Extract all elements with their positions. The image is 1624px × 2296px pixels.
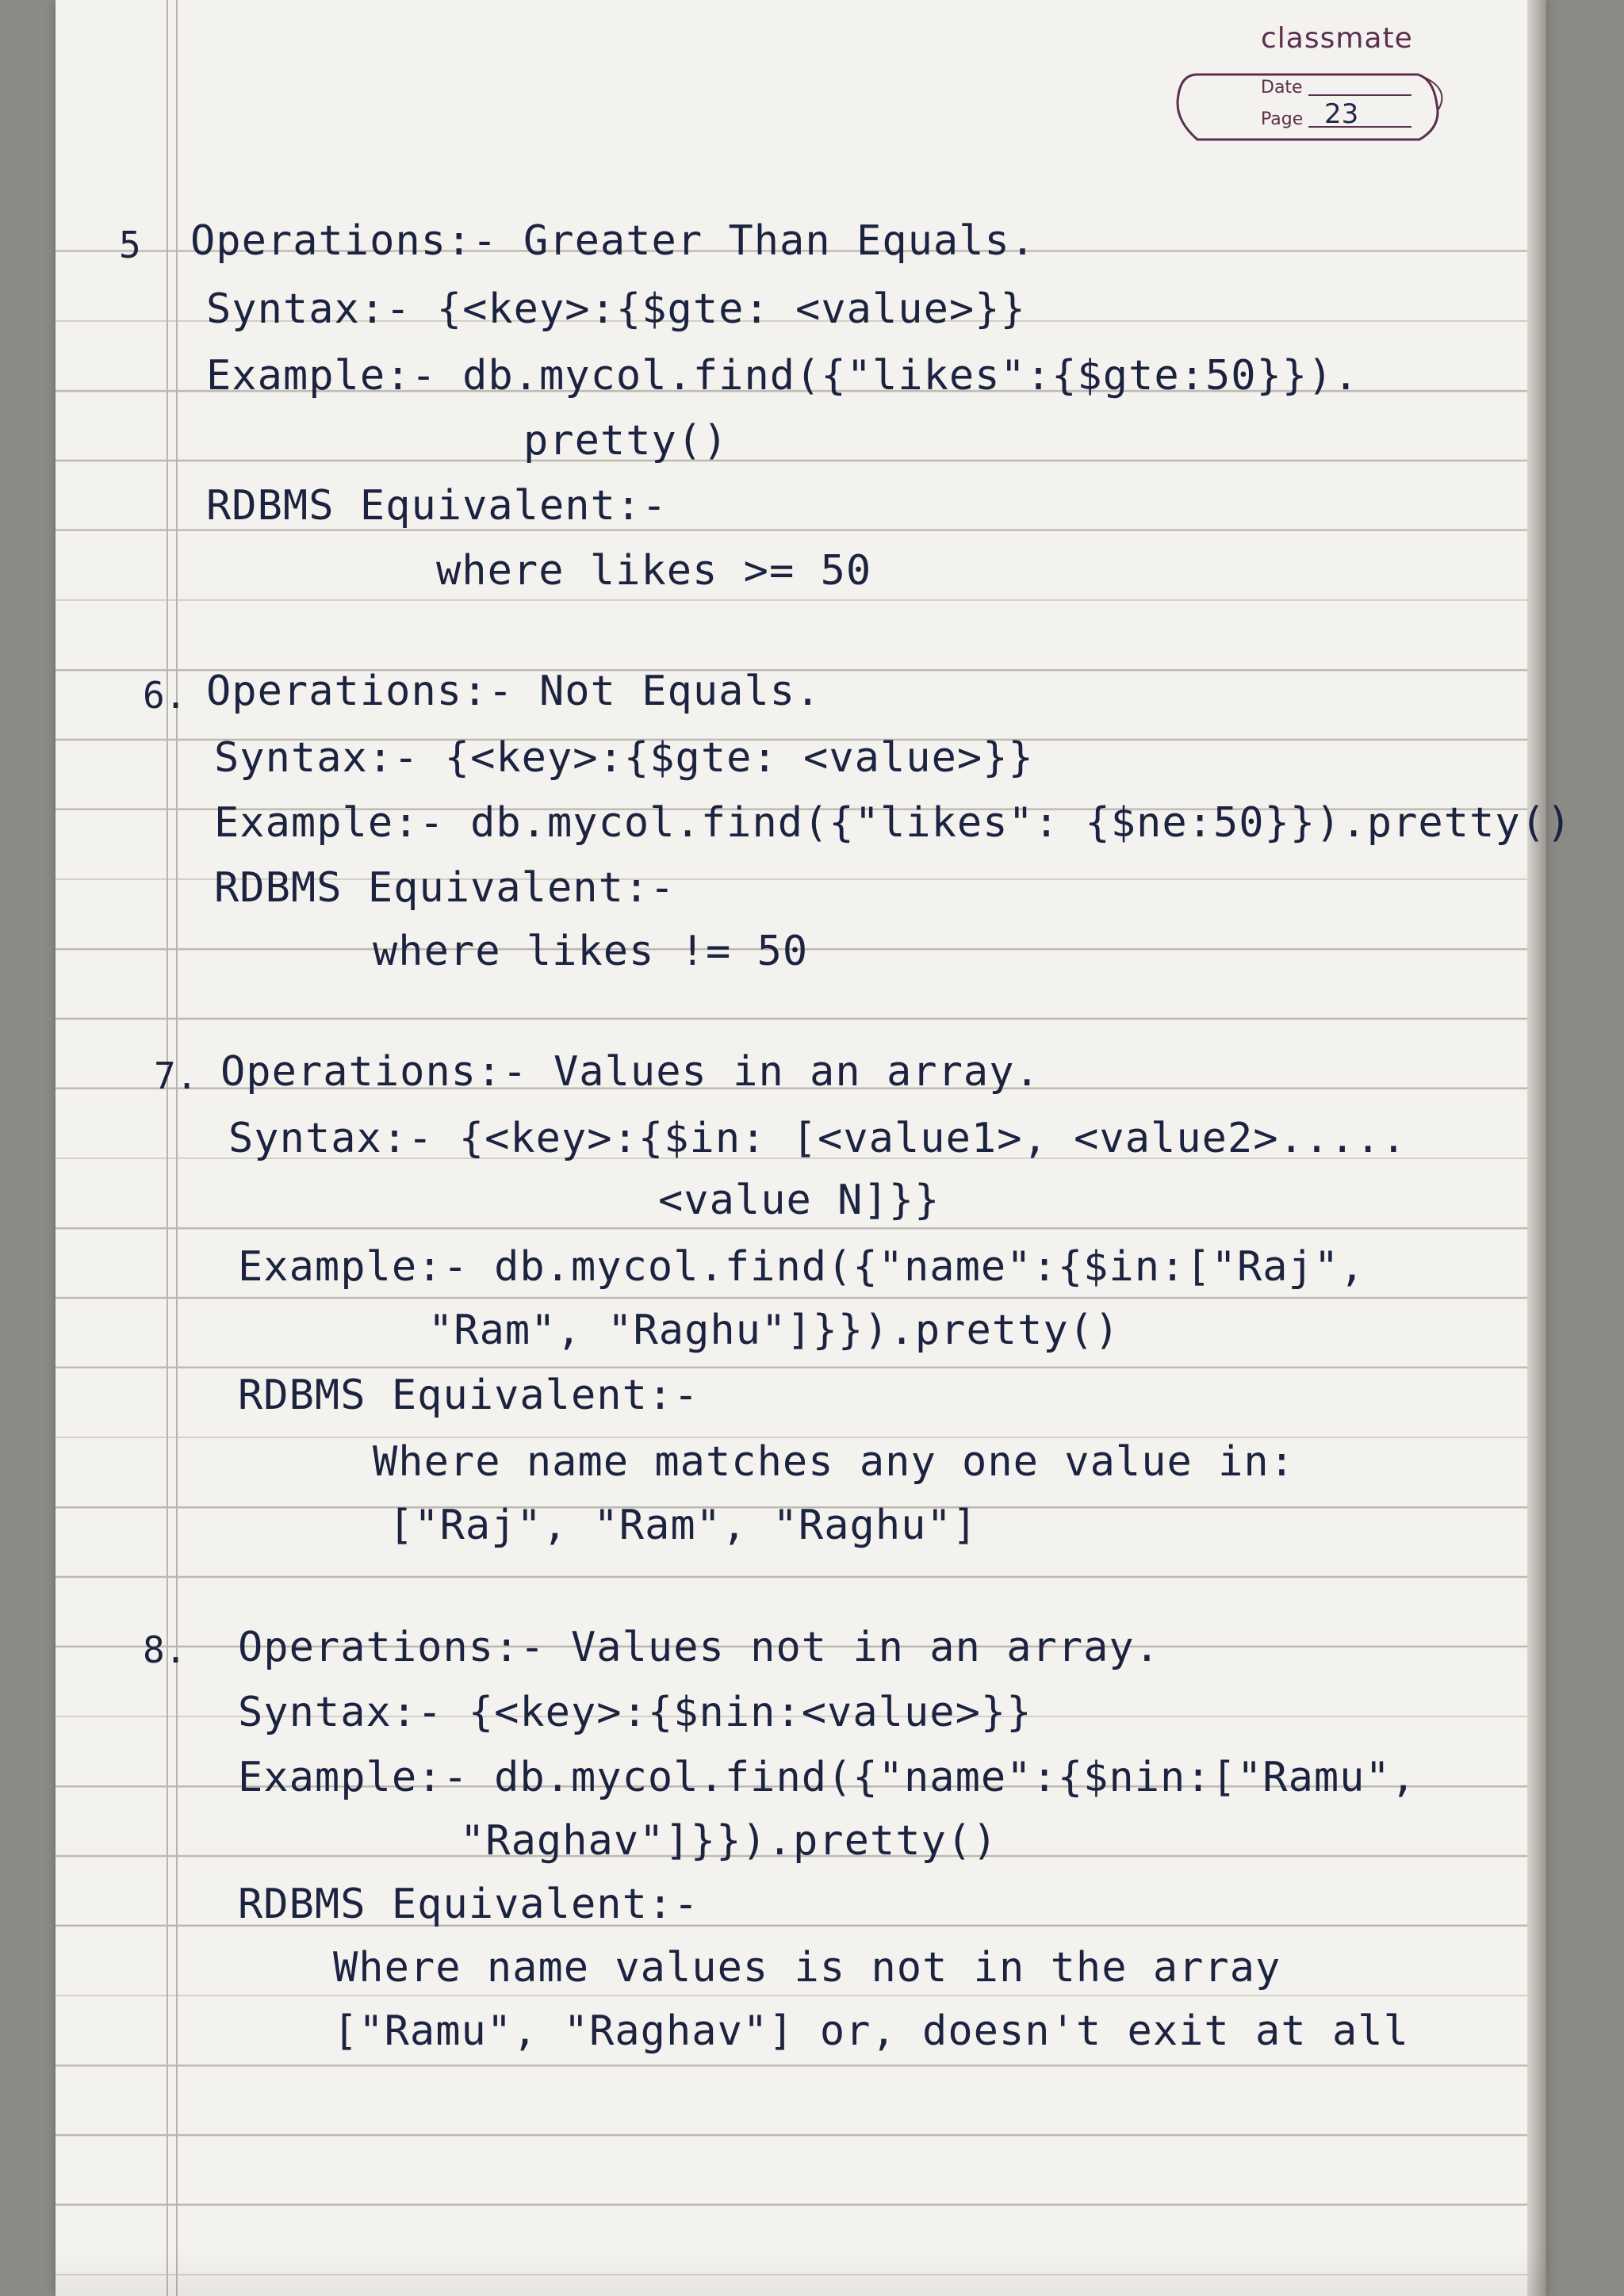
rdbms-label: RDBMS Equivalent:- <box>214 864 676 912</box>
notebook-page <box>56 0 1572 2296</box>
rdbms-equivalent: where likes >= 50 <box>436 547 872 595</box>
syntax-line: Syntax:- {<key>:{$in: [<value1>, <value2>..... <box>228 1115 1408 1162</box>
operation-heading: Operations:- Greater Than Equals. <box>190 217 1036 265</box>
rdbms-label: RDBMS Equivalent:- <box>206 482 668 530</box>
page-number: 23 <box>1324 98 1359 130</box>
rdbms-equivalent: Where name matches any one value in: <box>373 1438 1296 1486</box>
syntax-line-cont: <value N]}} <box>658 1177 940 1224</box>
syntax-line: Syntax:- {<key>:{$gte: <value>}} <box>214 734 1034 782</box>
rdbms-equivalent: where likes != 50 <box>373 928 809 975</box>
section-number: 8. <box>143 1628 187 1671</box>
operation-heading: Operations:- Values in an array. <box>220 1048 1040 1096</box>
date-page-box <box>1166 63 1451 149</box>
rdbms-equivalent: Where name values is not in the array <box>333 1944 1281 1992</box>
date-box-frame-icon <box>1166 63 1451 149</box>
rdbms-equivalent-cont: ["Raj", "Ram", "Raghu"] <box>389 1502 979 1549</box>
margin-line <box>176 0 178 2296</box>
syntax-line: Syntax:- {<key>:{$nin:<value>}} <box>238 1689 1032 1736</box>
date-label: Date <box>1261 78 1303 98</box>
section-number: 5 <box>119 224 141 266</box>
example-line: Example:- db.mycol.find({"name":{$nin:["Ramu", <box>238 1754 1417 1801</box>
rdbms-label: RDBMS Equivalent:- <box>238 1372 699 1419</box>
rdbms-equivalent-cont: ["Ramu", "Raghav"] or, doesn't exit at all <box>333 2007 1409 2055</box>
example-line: Example:- db.mycol.find({"likes": {$ne:50}}).pretty() <box>214 799 1572 847</box>
syntax-line: Syntax:- {<key>:{$gte: <value>}} <box>206 285 1026 333</box>
operation-heading: Operations:- Values not in an array. <box>238 1624 1161 1671</box>
example-line: Example:- db.mycol.find({"name":{$in:["Raj", <box>238 1243 1365 1291</box>
page-label: Page <box>1261 109 1304 129</box>
rdbms-label: RDBMS Equivalent:- <box>238 1881 699 1928</box>
page-edge <box>1527 0 1546 2296</box>
example-line: Example:- db.mycol.find({"likes":{$gte:50}}). <box>206 352 1359 400</box>
page-shade <box>56 2248 1546 2296</box>
margin-line <box>167 0 168 2296</box>
section-number: 6. <box>143 674 187 717</box>
operation-heading: Operations:- Not Equals. <box>206 668 822 715</box>
example-line-cont: "Raghav"]}}).pretty() <box>460 1817 998 1865</box>
brand-logo: classmate <box>1261 22 1413 55</box>
section-number: 7. <box>154 1054 198 1097</box>
example-line-cont: "Ram", "Raghu"]}}).pretty() <box>428 1307 1120 1354</box>
example-line-cont: pretty() <box>523 417 729 465</box>
